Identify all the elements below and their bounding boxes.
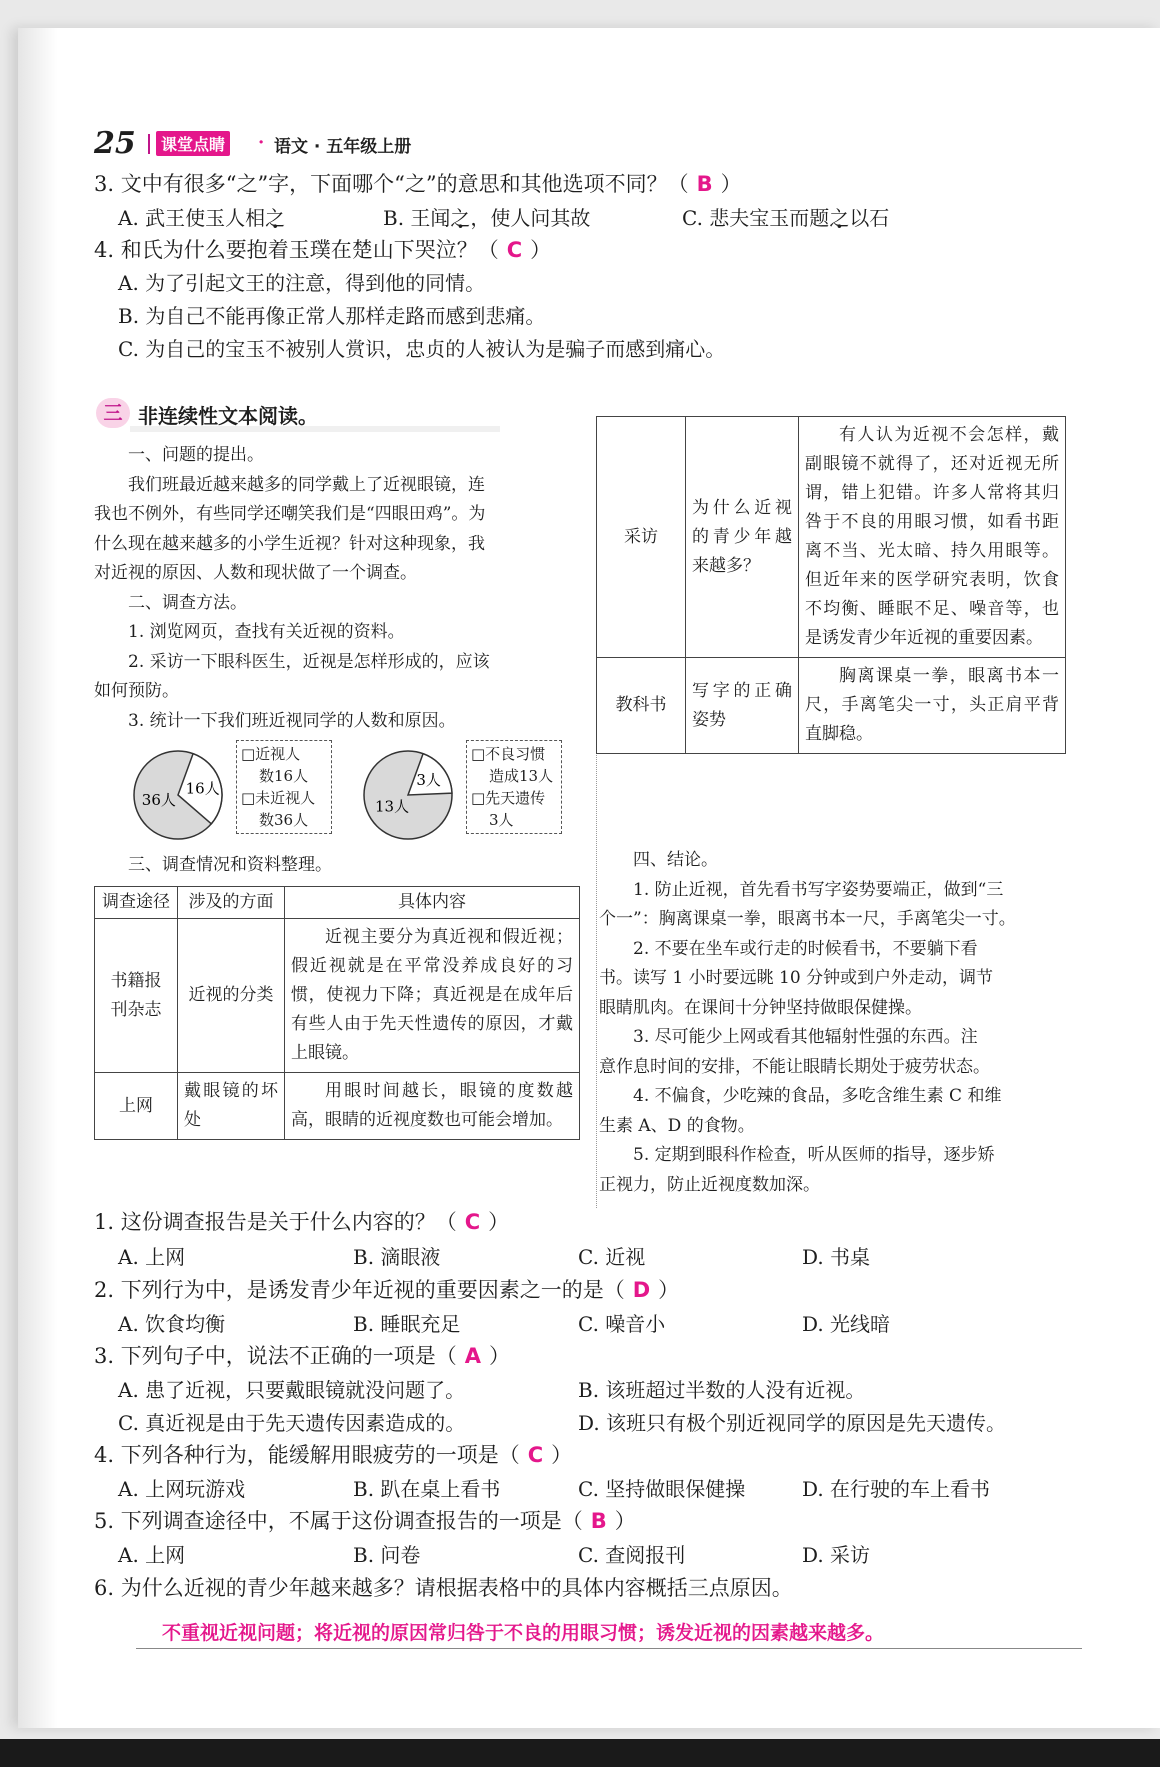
header-dot: ·	[258, 132, 265, 153]
question-1: 1. 这份调查报告是关于什么内容的？（ C ）	[94, 1210, 510, 1234]
table-header: 涉及的方面	[178, 887, 285, 919]
p1-q4-option-b: B. 为自己不能再像正常人那样走路而感到悲痛。	[118, 304, 546, 328]
q2-answer: D	[632, 1278, 651, 1302]
report-line: 1. 浏览网页，查找有关近视的资料。	[128, 622, 405, 642]
q2-option-d: D. 光线暗	[802, 1312, 891, 1336]
report-line: 一、问题的提出。	[128, 445, 264, 465]
question-4: 4. 下列各种行为，能缓解用眼疲劳的一项是（ C ）	[94, 1443, 573, 1467]
q3-answer: A	[464, 1344, 481, 1368]
table-cell: 戴眼镜的坏处	[178, 1073, 285, 1140]
p1-question-3: 3. 文中有很多“之”字，下面哪个“之”的意思和其他选项不同？（ B ）	[94, 172, 742, 196]
table-row	[597, 658, 1066, 754]
table-cell: 上网	[95, 1073, 178, 1140]
q3-option-c: C. 真近视是由于先天遗传因素造成的。	[118, 1411, 466, 1435]
page-shadow	[18, 28, 58, 1728]
conclusion-line: 2. 不要在坐车或行走的时候看书，不要躺下看	[633, 938, 978, 959]
conclusion-line: 生素 A、D 的食物。	[599, 1115, 755, 1136]
table-cell: 胸离课桌一拳，眼离书本一尺，手离笔尖一寸，头正肩平背直脚稳。	[799, 658, 1066, 754]
header-divider	[148, 134, 150, 154]
left-report-text	[94, 441, 580, 736]
q1-option-c: C. 近视	[578, 1245, 646, 1269]
table-cell: 书籍报刊杂志	[95, 919, 178, 1073]
p1-q4-option-c: C. 为自己的宝玉不被别人赏识，忠贞的人被认为是骗子而感到痛心。	[118, 337, 726, 361]
q5-answer: B	[590, 1509, 607, 1533]
q1-option-b: B. 滴眼液	[353, 1245, 441, 1269]
interview-table	[596, 416, 1066, 754]
pie1-label-large: 36人	[141, 790, 176, 809]
table-cell: 为什么近视的青少年越来越多？	[686, 417, 799, 658]
pie1-legend	[236, 740, 332, 834]
survey-heading: 三、调查情况和资料整理。	[128, 855, 332, 875]
q2-option-b: B. 睡眠充足	[353, 1312, 461, 1336]
legend-line: 数16人	[259, 767, 309, 785]
legend-line: 造成13人	[489, 767, 554, 785]
p1-question-4: 4. 和氏为什么要抱着玉璞在楚山下哭泣？（ C ）	[94, 238, 552, 262]
report-line: 对近视的原因、人数和现状做了一个调查。	[94, 563, 417, 583]
conclusion-line: 眼睛肌肉。在课间十分钟坚持做眼保健操。	[599, 997, 922, 1018]
conclusion-line: 5. 定期到眼科作检查，听从医师的指导，逐步矫	[633, 1145, 995, 1165]
q1-answer: C	[464, 1210, 481, 1234]
section-number: 三	[96, 398, 130, 428]
q5-option-d: D. 采访	[802, 1543, 871, 1567]
table-cell: 写字的正确姿势	[686, 658, 799, 754]
p1-q3-option-b: B. 王闻之，使人问其故	[383, 206, 591, 230]
question-3: 3. 下列句子中，说法不正确的一项是（ A ）	[94, 1344, 510, 1368]
table-header: 具体内容	[285, 887, 580, 919]
legend-line: □未近视人	[241, 789, 316, 807]
survey-table	[94, 886, 580, 1140]
q4-option-a: A. 上网玩游戏	[118, 1477, 246, 1501]
table-header: 调查途径	[95, 887, 178, 919]
q3-option-b: B. 该班超过半数的人没有近视。	[578, 1378, 866, 1402]
report-line: 什么现在越来越多的小学生近视？针对这种现象，我	[94, 533, 485, 554]
table-cell: 采访	[597, 417, 686, 658]
header-subtitle: 语文 · 五年级上册	[274, 137, 412, 157]
q2-option-c: C. 噪音小	[578, 1312, 666, 1336]
q6-answer: 不重视近视问题；将近视的原因常归咎于不良的用眼习惯；诱发近视的因素越来越多。	[136, 1618, 1082, 1649]
legend-line: □近视人	[241, 745, 301, 763]
bottom-bar	[0, 1739, 1160, 1767]
q4-option-c: C. 坚持做眼保健操	[578, 1477, 746, 1501]
q4-answer: C	[527, 1443, 544, 1467]
legend-line: □先天遗传	[471, 789, 546, 807]
table-cell: 近视的分类	[178, 919, 285, 1073]
conclusion-line: 书。读写 1 小时要远眺 10 分钟或到户外走动，调节	[599, 968, 994, 988]
pie2-label-large: 13人	[374, 797, 410, 816]
p1-q3-option-c: C. 悲夫宝玉而题之以石	[682, 206, 890, 230]
q5-option-a: A. 上网	[118, 1543, 186, 1567]
page-number: 25	[94, 126, 136, 161]
table-cell: 有人认为近视不会怎样，戴副眼镜不就得了，还对近视无所谓，错上犯错。许多人常将其归咎于不良的用眼习惯，如看书距离不当、光太暗、持久用眼等。但近年来的医学研究表明，饮食不均衡、睡眠不足、噪音等，也是诱发青少年近视的重要因素。	[799, 417, 1066, 658]
report-line: 我也不例外，有些同学还嘲笑我们是“四眼田鸡”。为	[94, 504, 486, 524]
conclusion-line: 个一”：胸离课桌一拳，眼离书本一尺，手离笔尖一寸。	[599, 909, 1016, 929]
conclusion-line: 4. 不偏食，少吃辣的食品，多吃含维生素 C 和维	[633, 1086, 1002, 1106]
report-line: 3. 统计一下我们班近视同学的人数和原因。	[128, 710, 456, 731]
conclusion-line: 正视力，防止近视度数加深。	[599, 1174, 820, 1195]
pie2-legend	[466, 740, 562, 834]
report-line: 如何预防。	[94, 681, 179, 701]
section-title: 非连续性文本阅读。	[138, 404, 318, 428]
workbook-page	[18, 28, 1160, 1728]
pie2-label-small: 3人	[416, 770, 441, 789]
table-cell: 用眼时间越长，眼镜的度数越高，眼睛的近视度数也可能会增加。	[285, 1073, 580, 1140]
q2-option-a: A. 饮食均衡	[118, 1312, 226, 1336]
pie-charts	[126, 738, 596, 853]
conclusion-line: 意作息时间的安排，不能让眼睛长期处于疲劳状态。	[599, 1056, 990, 1077]
q3-option-a: A. 患了近视，只要戴眼镜就没问题了。	[118, 1378, 466, 1402]
report-line: 我们班最近越来越多的同学戴上了近视眼镜，连	[128, 474, 485, 495]
question-2: 2. 下列行为中，是诱发青少年近视的重要因素之一的是（ D ）	[94, 1278, 680, 1302]
table-header-row	[95, 887, 580, 919]
question-6: 6. 为什么近视的青少年越来越多？请根据表格中的具体内容概括三点原因。	[94, 1576, 793, 1600]
q3-option-d: D. 该班只有极个别近视同学的原因是先天遗传。	[578, 1411, 1007, 1435]
q4-option-d: D. 在行驶的车上看书	[802, 1477, 991, 1501]
legend-line: 数36人	[259, 811, 309, 829]
conclusion-line: 四、结论。	[633, 850, 718, 870]
table-cell: 教科书	[597, 658, 686, 754]
legend-line: □不良习惯	[471, 745, 546, 763]
table-row	[95, 1073, 580, 1140]
q4-option-b: B. 趴在桌上看书	[353, 1477, 501, 1501]
pie1-label-small: 16人	[185, 779, 220, 798]
question-5: 5. 下列调查途径中，不属于这份调查报告的一项是（ B ）	[94, 1509, 636, 1533]
legend-line: 3人	[489, 811, 514, 829]
table-row	[95, 919, 580, 1073]
header-badge: 课堂点睛	[156, 131, 230, 156]
report-line: 二、调查方法。	[128, 592, 247, 613]
q1-option-d: D. 书桌	[802, 1245, 871, 1269]
report-line: 2. 采访一下眼科医生，近视是怎样形成的，应该	[128, 651, 490, 672]
conclusion-line: 1. 防止近视，首先看书写字姿势要端正，做到“三	[633, 879, 1004, 900]
q5-option-b: B. 问卷	[353, 1543, 421, 1567]
p1-q4-option-a: A. 为了引起文王的注意，得到他的同情。	[118, 271, 486, 295]
q1-option-a: A. 上网	[118, 1245, 186, 1269]
p1-q3-option-a: A. 武王使玉人相之	[118, 206, 286, 230]
p1-q4-answer: C	[506, 238, 523, 262]
conclusion-text	[599, 846, 1089, 1200]
table-row	[597, 417, 1066, 658]
conclusion-line: 3. 尽可能少上网或看其他辐射性强的东西。注	[633, 1027, 978, 1047]
table-cell: 近视主要分为真近视和假近视；假近视就是在平常没养成良好的习惯，使视力下降；真近视是在成年后有些人由于先天性遗传的原因，才戴上眼镜。	[285, 919, 580, 1073]
p1-q3-answer: B	[696, 172, 713, 196]
q5-option-c: C. 查阅报刊	[578, 1543, 686, 1567]
